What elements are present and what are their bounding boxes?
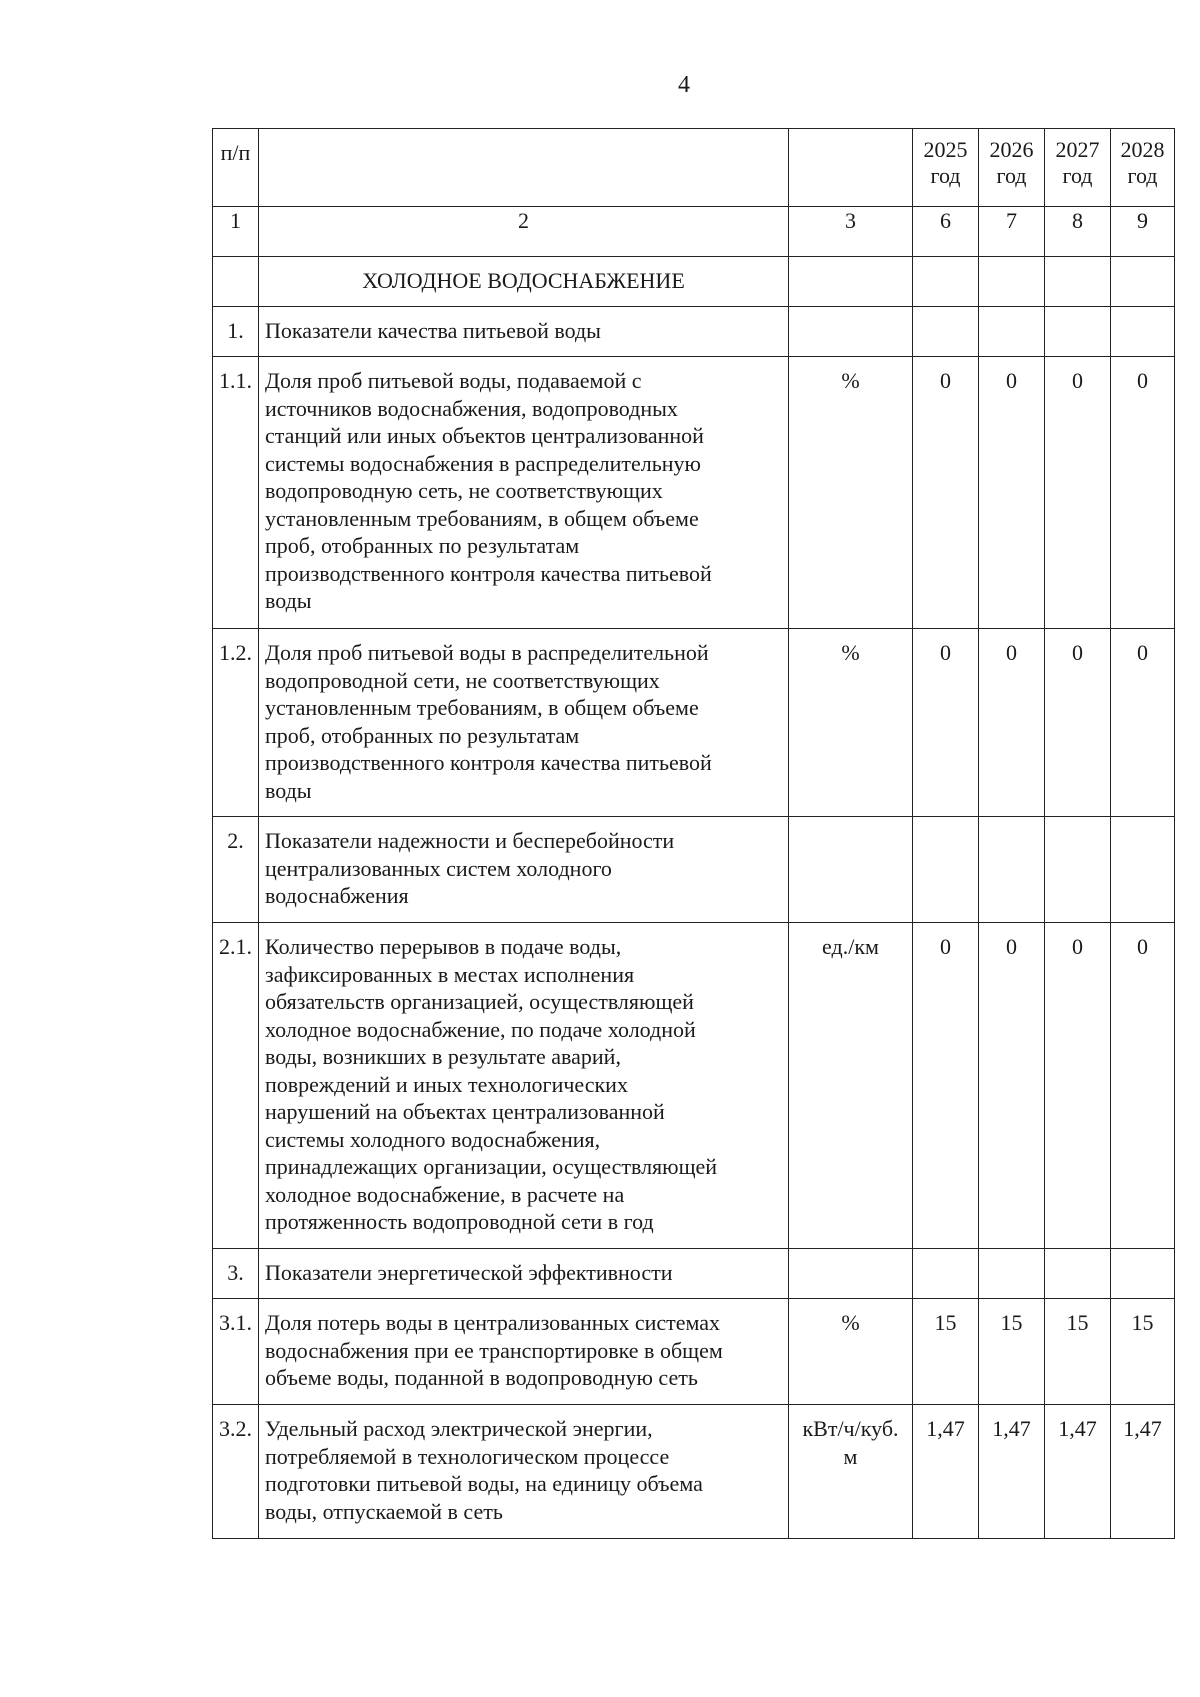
indicator-name-line: водопроводную сеть, не соответствующих	[265, 478, 663, 503]
page-number: 4	[678, 72, 690, 98]
row-number: 1.2.	[213, 629, 259, 817]
indicator-name-line: Доля проб питьевой воды в распределительной	[265, 640, 709, 665]
value-cell-2027: 1,47	[1045, 1405, 1111, 1539]
header-year-unit: год	[930, 163, 961, 188]
indicator-name-line: установленным требованиям, в общем объеме	[265, 695, 699, 720]
value-cell-2026: 0	[979, 923, 1045, 1249]
indicator-name-line: обязательств организацией, осуществляющей	[265, 989, 694, 1014]
indicator-name-line: источников водоснабжения, водопроводных	[265, 395, 678, 421]
indicator-name	[259, 817, 789, 923]
unit-line: %	[841, 368, 860, 393]
unit-cell	[789, 307, 913, 357]
section-row	[213, 257, 1175, 307]
unit-cell	[789, 629, 913, 817]
indicator-name-line: системы холодного водоснабжения,	[265, 1126, 601, 1152]
table-row	[213, 307, 1175, 357]
value-cell-2028	[1111, 307, 1175, 357]
empty-cell	[1045, 257, 1111, 307]
value-cell-2025: 0	[913, 923, 979, 1249]
column-index-cell: 1	[213, 207, 259, 257]
column-index-cell: 9	[1111, 207, 1175, 257]
indicator-name-line: системы водоснабжения в распределительную	[265, 450, 701, 476]
header-year-value: 2027	[1055, 137, 1100, 162]
indicator-name-line: производственного контроля качества питьевой	[265, 560, 712, 586]
value-cell-2027	[1045, 1249, 1111, 1299]
indicator-name-line: проб, отобранных по результатам	[265, 533, 580, 558]
row-number: 1.	[213, 307, 259, 357]
unit-cell	[789, 817, 913, 923]
column-index-cell: 6	[913, 207, 979, 257]
indicator-name-line: установленным требованиям, в общем объеме	[265, 505, 699, 531]
value-cell-2025	[913, 307, 979, 357]
indicator-name-line: централизованных систем холодного	[265, 855, 612, 881]
column-index-row	[213, 207, 1175, 257]
value-cell-2027: 0	[1045, 357, 1111, 629]
indicator-name-line: холодное водоснабжение, по подаче холодной	[265, 1016, 696, 1042]
empty-cell	[979, 257, 1045, 307]
row-number: 3.2.	[213, 1405, 259, 1539]
indicator-name-line: Доля проб питьевой воды, подаваемой с	[265, 368, 642, 393]
indicator-name-line: принадлежащих организации, осуществляющей	[265, 1154, 718, 1179]
indicator-name-line: повреждений и иных технологических	[265, 1071, 628, 1097]
column-index-cell: 2	[259, 207, 789, 257]
indicator-name-line: водоснабжения	[265, 883, 409, 908]
indicator-name-line: Удельный расход электрической энергии,	[265, 1416, 653, 1441]
row-number: 2.1.	[213, 923, 259, 1249]
indicator-name-line: Показатели энергетической эффективности	[265, 1260, 673, 1285]
header-year-2028	[1111, 129, 1175, 207]
indicator-name-line: воды, отпускаемой в сеть	[265, 1498, 503, 1524]
indicators-table	[212, 128, 1175, 1539]
section-title: ХОЛОДНОЕ ВОДОСНАБЖЕНИЕ	[259, 257, 789, 307]
table-row	[213, 817, 1175, 923]
value-cell-2025: 0	[913, 629, 979, 817]
indicator-name-line: Показатели надежности и бесперебойности	[265, 828, 675, 853]
indicator-rows	[213, 307, 1175, 1539]
header-unit	[789, 129, 913, 207]
unit-line: ед./км	[822, 934, 879, 959]
row-number: 2.	[213, 817, 259, 923]
value-cell-2025	[913, 817, 979, 923]
value-cell-2026: 0	[979, 629, 1045, 817]
value-cell-2026: 15	[979, 1299, 1045, 1405]
value-cell-2028: 1,47	[1111, 1405, 1175, 1539]
indicator-name	[259, 1299, 789, 1405]
value-cell-2027	[1045, 817, 1111, 923]
value-cell-2028: 0	[1111, 357, 1175, 629]
value-cell-2027: 15	[1045, 1299, 1111, 1405]
indicator-name-line: объеме воды, поданной в водопроводную сеть	[265, 1365, 698, 1390]
header-year-unit: год	[1062, 163, 1093, 188]
indicator-name	[259, 923, 789, 1249]
indicator-name-line: Показатели качества питьевой воды	[265, 318, 601, 343]
indicator-name-line: воды	[265, 588, 312, 613]
value-cell-2026: 0	[979, 357, 1045, 629]
header-year-value: 2028	[1120, 137, 1165, 162]
unit-cell	[789, 923, 913, 1249]
indicator-name-line: Доля потерь воды в централизованных системах	[265, 1310, 721, 1335]
header-year-2025	[913, 129, 979, 207]
header-year-value: 2026	[989, 137, 1034, 162]
empty-cell	[913, 257, 979, 307]
unit-cell	[789, 1249, 913, 1299]
header-year-unit: год	[1127, 163, 1158, 188]
header-year-2027	[1045, 129, 1111, 207]
header-year-unit: год	[996, 163, 1027, 188]
value-cell-2025: 1,47	[913, 1405, 979, 1539]
indicator-name-line: водопроводной сети, не соответствующих	[265, 667, 660, 693]
value-cell-2025	[913, 1249, 979, 1299]
value-cell-2025: 15	[913, 1299, 979, 1405]
unit-line: м	[843, 1443, 858, 1469]
indicator-name-line: Количество перерывов в подаче воды,	[265, 934, 622, 959]
indicator-name	[259, 307, 789, 357]
unit-cell	[789, 357, 913, 629]
indicator-name-line: станций или иных объектов централизованной	[265, 423, 704, 448]
column-index-cell: 7	[979, 207, 1045, 257]
table-row	[213, 1405, 1175, 1539]
indicator-name-line: холодное водоснабжение, в расчете на	[265, 1181, 625, 1207]
value-cell-2028	[1111, 817, 1175, 923]
header-year-2026	[979, 129, 1045, 207]
indicator-name-line: подготовки питьевой воды, на единицу объема	[265, 1471, 703, 1496]
indicator-name-line: потребляемой в технологическом процессе	[265, 1443, 670, 1469]
unit-cell	[789, 1299, 913, 1405]
value-cell-2028	[1111, 1249, 1175, 1299]
value-cell-2028: 15	[1111, 1299, 1175, 1405]
table-row	[213, 629, 1175, 817]
unit-line: кВт/ч/куб.	[802, 1416, 899, 1441]
indicator-name-line: производственного контроля качества питьевой	[265, 750, 712, 775]
value-cell-2028: 0	[1111, 923, 1175, 1249]
indicator-name-line: проб, отобранных по результатам	[265, 722, 580, 748]
value-cell-2027: 0	[1045, 923, 1111, 1249]
value-cell-2026	[979, 1249, 1045, 1299]
indicator-name-line: воды	[265, 777, 312, 803]
row-number: 3.1.	[213, 1299, 259, 1405]
indicator-name-line: протяженность водопроводной сети в год	[265, 1209, 654, 1234]
value-cell-2027: 0	[1045, 629, 1111, 817]
unit-line: %	[841, 640, 860, 665]
table-row	[213, 1299, 1175, 1405]
header-year-value: 2025	[923, 137, 968, 162]
value-cell-2025: 0	[913, 357, 979, 629]
unit-line: %	[841, 1310, 860, 1335]
row-number: 1.1.	[213, 357, 259, 629]
value-cell-2028: 0	[1111, 629, 1175, 817]
value-cell-2027	[1045, 307, 1111, 357]
empty-cell	[1111, 257, 1175, 307]
column-index-cell: 3	[789, 207, 913, 257]
indicator-name	[259, 1249, 789, 1299]
indicator-name	[259, 629, 789, 817]
indicator-name	[259, 357, 789, 629]
indicator-name-line: зафиксированных в местах исполнения	[265, 961, 635, 987]
unit-cell	[789, 1405, 913, 1539]
value-cell-2026: 1,47	[979, 1405, 1045, 1539]
value-cell-2026	[979, 817, 1045, 923]
row-number: 3.	[213, 1249, 259, 1299]
header-num: п/п	[213, 129, 259, 207]
indicator-name-line: водоснабжения при ее транспортировке в общем	[265, 1337, 723, 1363]
column-index-cell: 8	[1045, 207, 1111, 257]
indicator-name	[259, 1405, 789, 1539]
table-row	[213, 1249, 1175, 1299]
indicator-name-line: нарушений на объектах централизованной	[265, 1099, 665, 1124]
header-row	[213, 129, 1175, 207]
table-row	[213, 357, 1175, 629]
indicator-name-line: воды, возникших в результате аварий,	[265, 1044, 621, 1069]
table-row	[213, 923, 1175, 1249]
empty-cell	[789, 257, 913, 307]
empty-cell	[213, 257, 259, 307]
header-name	[259, 129, 789, 207]
value-cell-2026	[979, 307, 1045, 357]
